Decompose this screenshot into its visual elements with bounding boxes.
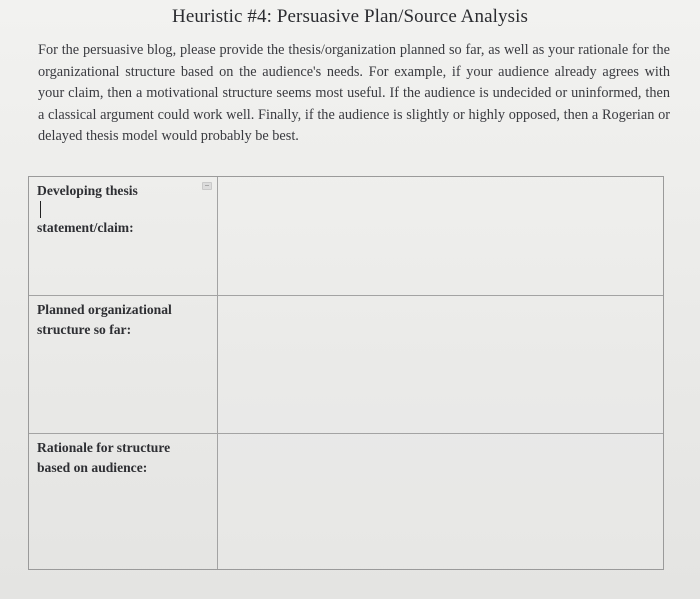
table-row-rationale bbox=[29, 434, 663, 569]
structure-label-line2: structure so far: bbox=[37, 322, 132, 337]
rationale-label-line1: Rationale for structure bbox=[37, 440, 171, 455]
plan-table bbox=[28, 176, 664, 570]
table-row-structure bbox=[29, 296, 663, 434]
structure-label-line1: Planned organizational bbox=[37, 302, 172, 317]
thesis-input-cell[interactable] bbox=[218, 177, 663, 295]
thesis-label-line2: statement/claim: bbox=[37, 220, 134, 235]
rationale-label-line2: based on audience: bbox=[37, 460, 148, 475]
structure-label bbox=[29, 296, 218, 433]
table-row-thesis bbox=[29, 177, 663, 296]
field-options-icon[interactable] bbox=[202, 182, 212, 190]
rationale-label bbox=[29, 434, 218, 569]
rationale-input-cell[interactable] bbox=[218, 434, 663, 569]
thesis-label-line1: Developing thesis bbox=[37, 183, 138, 198]
text-cursor bbox=[40, 201, 41, 218]
thesis-label bbox=[29, 177, 218, 295]
instructions-paragraph: For the persuasive blog, please provide the thesis/organization planned so far, as well as your rationale for the organizational structure based on the audience's needs. For example, if your audience already agrees with your claim, then a motivational structure seems most useful. If the audience is undecided or uninformed, then a classical argument could work well. Finally, if the audience is slightly or highly opposed, then a Rogerian or delayed thesis model would probably be best. bbox=[38, 42, 670, 144]
document-title: Heuristic #4: Persuasive Plan/Source Analysis bbox=[172, 6, 528, 27]
structure-input-cell[interactable] bbox=[218, 296, 663, 433]
